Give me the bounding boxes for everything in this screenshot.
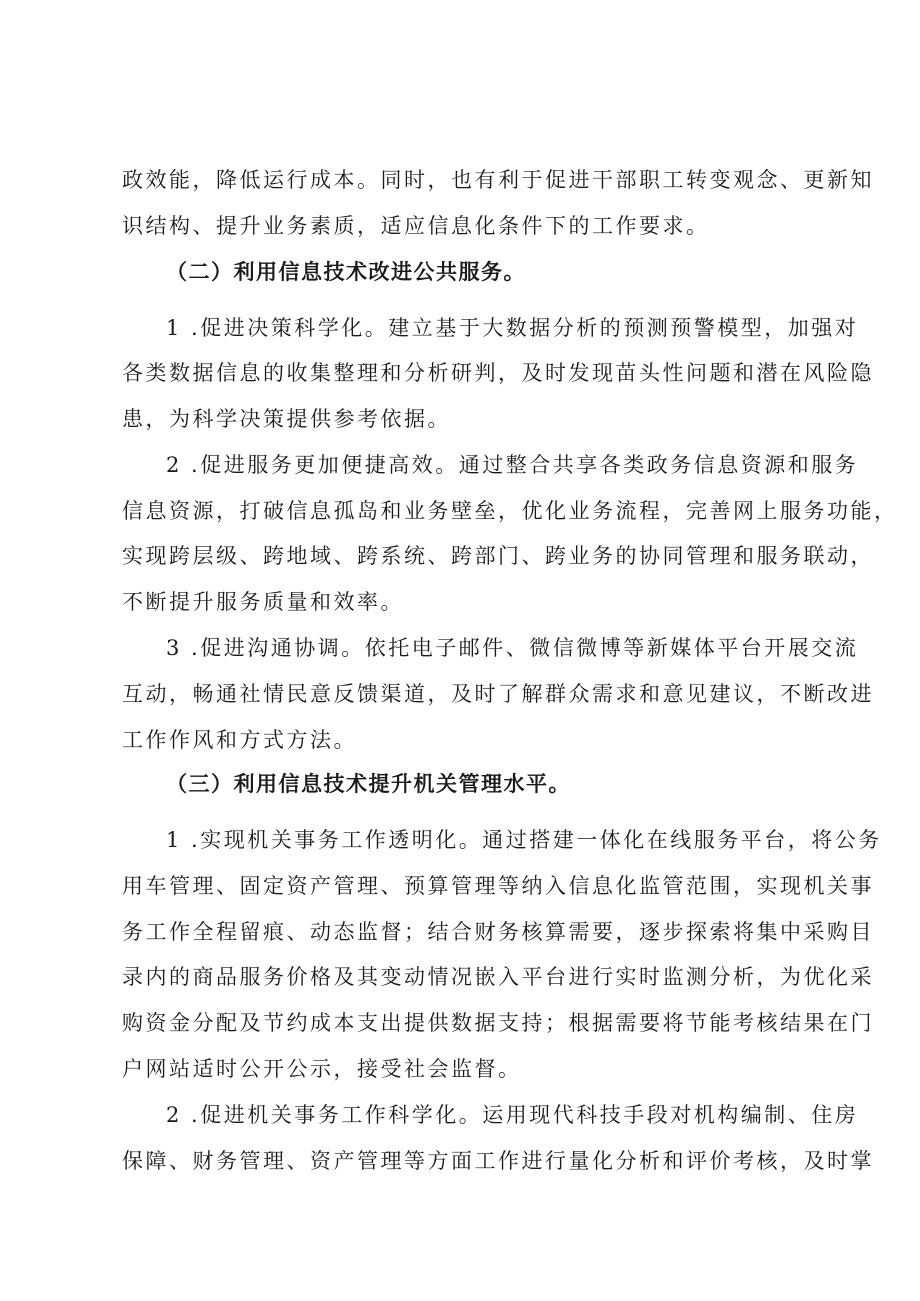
- body-text-line: 互动，畅通社情民意反馈渠道，及时了解群众需求和意见建议，不断改进: [122, 682, 874, 706]
- section-heading: （二）利用信息技术改进公共服务。: [166, 260, 526, 284]
- body-text-line: 1 .促进决策科学化。建立基于大数据分析的预测预警模型，加强对: [166, 316, 859, 340]
- body-text-line: 工作作风和方式方法。: [122, 728, 357, 752]
- body-text-line: 2 .促进机关事务工作科学化。运用现代科技手段对机构编制、住房: [166, 1103, 859, 1127]
- body-text-line: 户网站适时公开公示，接受社会监督。: [122, 1057, 522, 1081]
- body-text-line: 患，为科学决策提供参考依据。: [122, 407, 451, 431]
- body-text-line: 2 .促进服务更加便捷高效。通过整合共享各类政务信息资源和服务: [166, 453, 859, 477]
- body-text-line: 政效能，降低运行成本。同时，也有利于促进干部职工转变观念、更新知: [122, 168, 874, 192]
- body-text-line: 录内的商品服务价格及其变动情况嵌入平台进行实时监测分析，为优化采: [122, 965, 874, 989]
- section-heading: （三）利用信息技术提升机关管理水平。: [166, 772, 571, 796]
- body-text-line: 用车管理、固定资产管理、预算管理等纳入信息化监管范围，实现机关事: [122, 874, 874, 898]
- body-text-line: 识结构、提升业务素质，适应信息化条件下的工作要求。: [122, 214, 710, 238]
- body-text-line: 各类数据信息的收集整理和分析研判，及时发现苗头性问题和潜在风险隐: [122, 361, 874, 385]
- body-text-line: 保障、财务管理、资产管理等方面工作进行量化分析和评价考核，及时掌: [122, 1149, 874, 1173]
- body-text-line: 实现跨层级、跨地域、跨系统、跨部门、跨业务的协同管理和服务联动，: [122, 544, 874, 568]
- body-text-line: 购资金分配及节约成本支出提供数据支持；根据需要将节能考核结果在门: [122, 1011, 874, 1035]
- body-text-line: 1 .实现机关事务工作透明化。通过搭建一体化在线服务平台，将公务: [166, 828, 882, 852]
- body-text-line: 不断提升服务质量和效率。: [122, 590, 404, 614]
- body-text-line: 3 .促进沟通协调。依托电子邮件、微信微博等新媒体平台开展交流: [166, 636, 859, 660]
- body-text-line: 信息资源，打破信息孤岛和业务壁垒，优化业务流程，完善网上服务功能，: [122, 499, 898, 523]
- body-text-line: 务工作全程留痕、动态监督；结合财务核算需要，逐步探索将集中采购目: [122, 920, 874, 944]
